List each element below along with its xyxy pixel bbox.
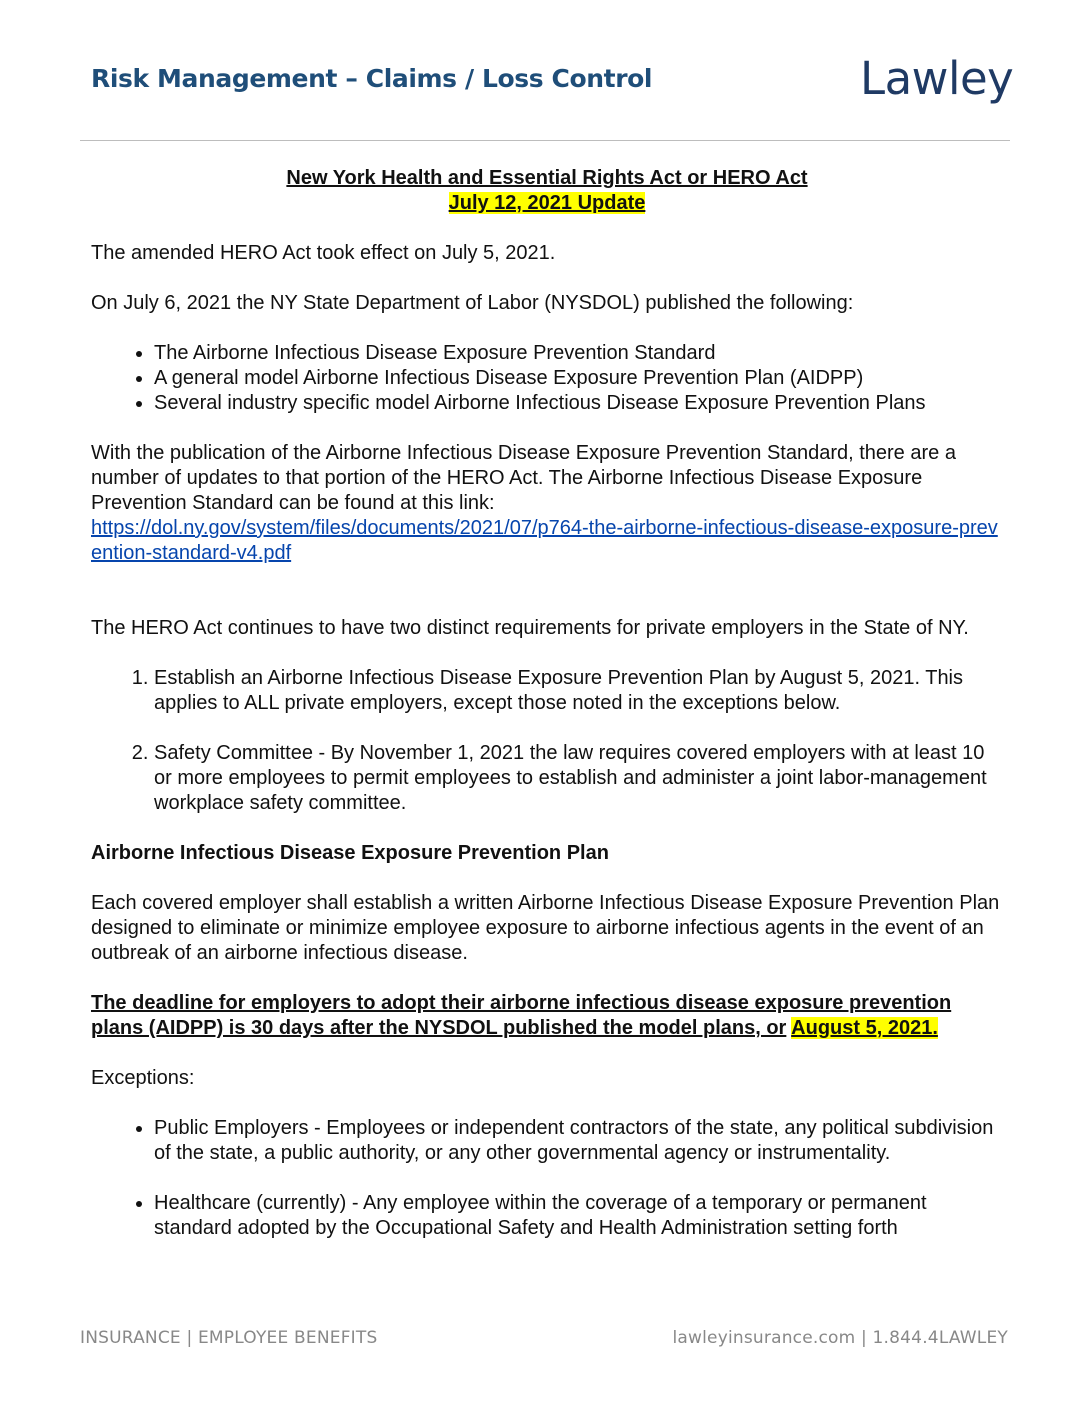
standard-link[interactable]: https://dol.ny.gov/system/files/documents/2021/07/p764-the-airborne-infectious-disease-exposure-prevention-standard-v4.pdf xyxy=(91,517,998,564)
exceptions-label: Exceptions: xyxy=(91,1067,195,1089)
paragraph-standard: With the publication of the Airborne Infectious Disease Exposure Prevention Standard, there are a number of updates to that portion of the HERO Act. The Airborne Infectious Disease Exposure Prevention Standard can be found at this link: xyxy=(91,442,956,514)
footer-right: lawleyinsurance.com | 1.844.4LAWLEY xyxy=(672,1328,1008,1348)
header-divider xyxy=(80,140,1010,141)
update-date: July 12, 2021 Update xyxy=(448,192,646,214)
update-line xyxy=(91,191,1003,216)
list-item: 1. Establish an Airborne Infectious Disease Exposure Prevention Plan by August 5, 2021. This applies to ALL private employers, except those noted in the exceptions below. xyxy=(154,666,1003,716)
list-item: 2. Safety Committee - By November 1, 2021 the law requires covered employers with at least 10 or more employees to permit employees to establish and administer a joint labor-management workplace safety committee. xyxy=(154,741,1003,816)
deadline-text: The deadline for employers to adopt their airborne infectious disease exposure prevention plans (AIDPP) is 30 days after the NYSDOL published the model plans, or xyxy=(91,992,952,1039)
title-text: New York Health and Essential Rights Act or HERO Act xyxy=(286,167,808,189)
published-list xyxy=(91,341,1003,416)
document-body xyxy=(91,166,1003,1266)
paragraph-published: On July 6, 2021 the NY State Department of Labor (NYSDOL) published the following: xyxy=(91,292,854,314)
header-title: Risk Management – Claims / Loss Control xyxy=(91,64,653,93)
document-title xyxy=(91,166,1003,191)
list-item: • The Airborne Infectious Disease Exposure Prevention Standard xyxy=(154,341,1003,366)
lawley-logo: Lawley xyxy=(860,52,1014,105)
list-item: • Several industry specific model Airborne Infectious Disease Exposure Prevention Plans xyxy=(154,391,1003,416)
list-item: • Public Employers - Employees or independent contractors of the state, any political subdivision of the state, a public authority, or any other governmental agency or instrumentality. xyxy=(154,1116,1003,1166)
footer-left: INSURANCE | EMPLOYEE BENEFITS xyxy=(80,1328,378,1348)
deadline-date: August 5, 2021. xyxy=(791,1017,938,1039)
paragraph-effective: The amended HERO Act took effect on July 5, 2021. xyxy=(91,242,556,264)
requirements-list xyxy=(91,666,1003,816)
list-item: • A general model Airborne Infectious Disease Exposure Prevention Plan (AIDPP) xyxy=(154,366,1003,391)
list-item: • Healthcare (currently) - Any employee within the coverage of a temporary or permanent standard adopted by the Occupational Safety and Health Administration setting forth xyxy=(154,1191,1003,1241)
section-heading: Airborne Infectious Disease Exposure Prevention Plan xyxy=(91,842,609,864)
exceptions-list xyxy=(91,1116,1003,1241)
paragraph-plan: Each covered employer shall establish a written Airborne Infectious Disease Exposure Prevention Plan designed to eliminate or minimize employee exposure to airborne infectious agents in the event of an outbreak of an airborne infectious disease. xyxy=(91,892,1000,964)
paragraph-requirements: The HERO Act continues to have two distinct requirements for private employers in the State of NY. xyxy=(91,617,969,639)
deadline-paragraph xyxy=(91,991,1003,1041)
